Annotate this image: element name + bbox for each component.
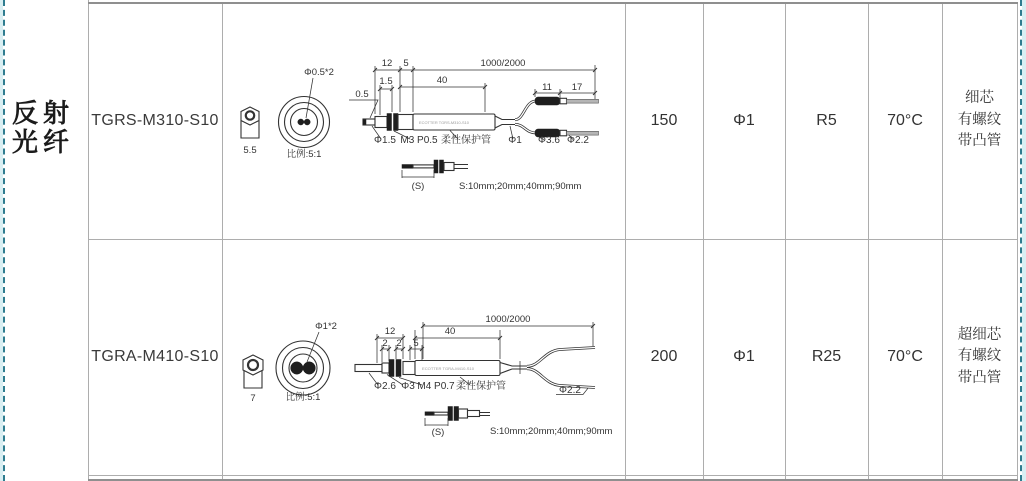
label-tip-diameter: Φ1.5 (374, 135, 396, 146)
dim-seg1: 2 (382, 338, 388, 349)
core-diameter-label: Φ0.5*2 (304, 67, 334, 78)
dim-end: 17 (571, 82, 583, 93)
s-variant-drawing (425, 407, 613, 439)
category-line1: 反射 (12, 98, 75, 128)
description-cell (942, 2, 1017, 239)
sensor-drawing-row2 (222, 239, 625, 475)
label-protective-tube: 柔性保护管 (441, 135, 491, 146)
dim-tip: 1.5 (379, 76, 393, 87)
category-line2: 光纤 (12, 127, 75, 157)
bend-radius-cell (785, 239, 868, 475)
nut-size-label: 5.5 (243, 145, 257, 156)
label-protective-tube: 柔性保护管 (456, 381, 506, 392)
cross-section-drawing (279, 67, 334, 160)
description-cell (942, 239, 1017, 475)
distance-cell (625, 2, 703, 239)
cross-section-drawing (276, 321, 337, 403)
scale-label: 比例:5:1 (286, 149, 322, 160)
dim-head: 12 (381, 58, 393, 69)
tube-print: ECOTTER TGRA-M410-S10 (422, 366, 475, 371)
label-cable-diameter: Φ1 (508, 135, 522, 146)
dim-pin: 0.5 (355, 89, 369, 100)
model-name: TGRS-M310-S10 (91, 111, 219, 129)
distance-value: 150 (650, 111, 678, 129)
tube-print: ECOTTER TGRS-M310-S10 (419, 120, 470, 125)
label-end-diameter: Φ2.2 (559, 385, 581, 396)
model-cell (88, 2, 222, 239)
s-bracket-label: (S) (411, 181, 425, 192)
s-bracket-label: (S) (431, 427, 445, 438)
label-sleeve-diameter: Φ3.6 (538, 135, 560, 146)
description-line: 带凸管 (957, 133, 1002, 150)
label-front-diameter: Φ2.6 (374, 381, 396, 392)
scale-label: 比例:5:1 (285, 392, 321, 403)
description-line: 带凸管 (957, 369, 1002, 386)
label-step-diameter: Φ3 (401, 381, 415, 392)
model-cell (88, 239, 222, 475)
description-line: 细芯 (965, 90, 994, 107)
s-options-note: S:10mm;20mm;40mm;90mm (459, 181, 582, 192)
nut-size-label: 7 (250, 393, 256, 404)
grid-line (1017, 2, 1018, 481)
s-variant-drawing (402, 160, 582, 192)
nut-drawing (243, 355, 263, 404)
dim-cable-length: 1000/2000 (480, 58, 526, 69)
page-edge-dashed-right (1020, 0, 1022, 481)
temperature-cell (868, 239, 942, 475)
bend-radius-cell (785, 2, 868, 239)
label-thread: M3 P0.5 (400, 135, 438, 146)
side-view-drawing (355, 314, 595, 396)
temperature-value: 70°C (887, 348, 923, 365)
dim-body: 40 (444, 326, 456, 337)
s-options-note: S:10mm;20mm;40mm;90mm (490, 426, 613, 437)
description-line: 有螺纹 (957, 111, 1002, 128)
dim-sleeve: 11 (542, 82, 552, 93)
category-label (12, 99, 90, 157)
distance-value: 200 (650, 348, 678, 365)
grid-line (88, 475, 1018, 476)
dim-seg2: 2 (396, 338, 402, 349)
nut-drawing (241, 107, 259, 156)
fiber-diameter-cell (703, 239, 785, 475)
dim-head: 12 (384, 326, 396, 337)
side-view-drawing (349, 58, 599, 146)
core-diameter-label: Φ1*2 (315, 321, 337, 332)
temperature-cell (868, 2, 942, 239)
dim-collar: 5 (413, 338, 419, 349)
temperature-value: 70°C (887, 111, 923, 129)
bend-radius-value: R25 (811, 348, 842, 365)
page-edge-strip-right (1022, 0, 1026, 481)
dim-body: 40 (436, 75, 448, 86)
fiber-diameter-value: Φ1 (733, 111, 755, 129)
sensor-drawing-row1 (222, 2, 625, 239)
bend-radius-value: R5 (816, 111, 837, 129)
fiber-diameter-cell (703, 2, 785, 239)
fiber-diameter-value: Φ1 (733, 348, 755, 365)
grid-line (88, 479, 1018, 481)
model-name: TGRA-M410-S10 (91, 348, 219, 365)
page-edge-dashed-left (3, 0, 5, 481)
distance-cell (625, 239, 703, 475)
dim-collar: 5 (403, 58, 409, 69)
description-line: 超细芯 (957, 326, 1002, 343)
description-line: 有螺纹 (957, 348, 1002, 365)
label-thread: M4 P0.7 (417, 381, 455, 392)
dim-cable-length: 1000/2000 (485, 314, 531, 325)
label-end-diameter: Φ2.2 (567, 135, 589, 146)
